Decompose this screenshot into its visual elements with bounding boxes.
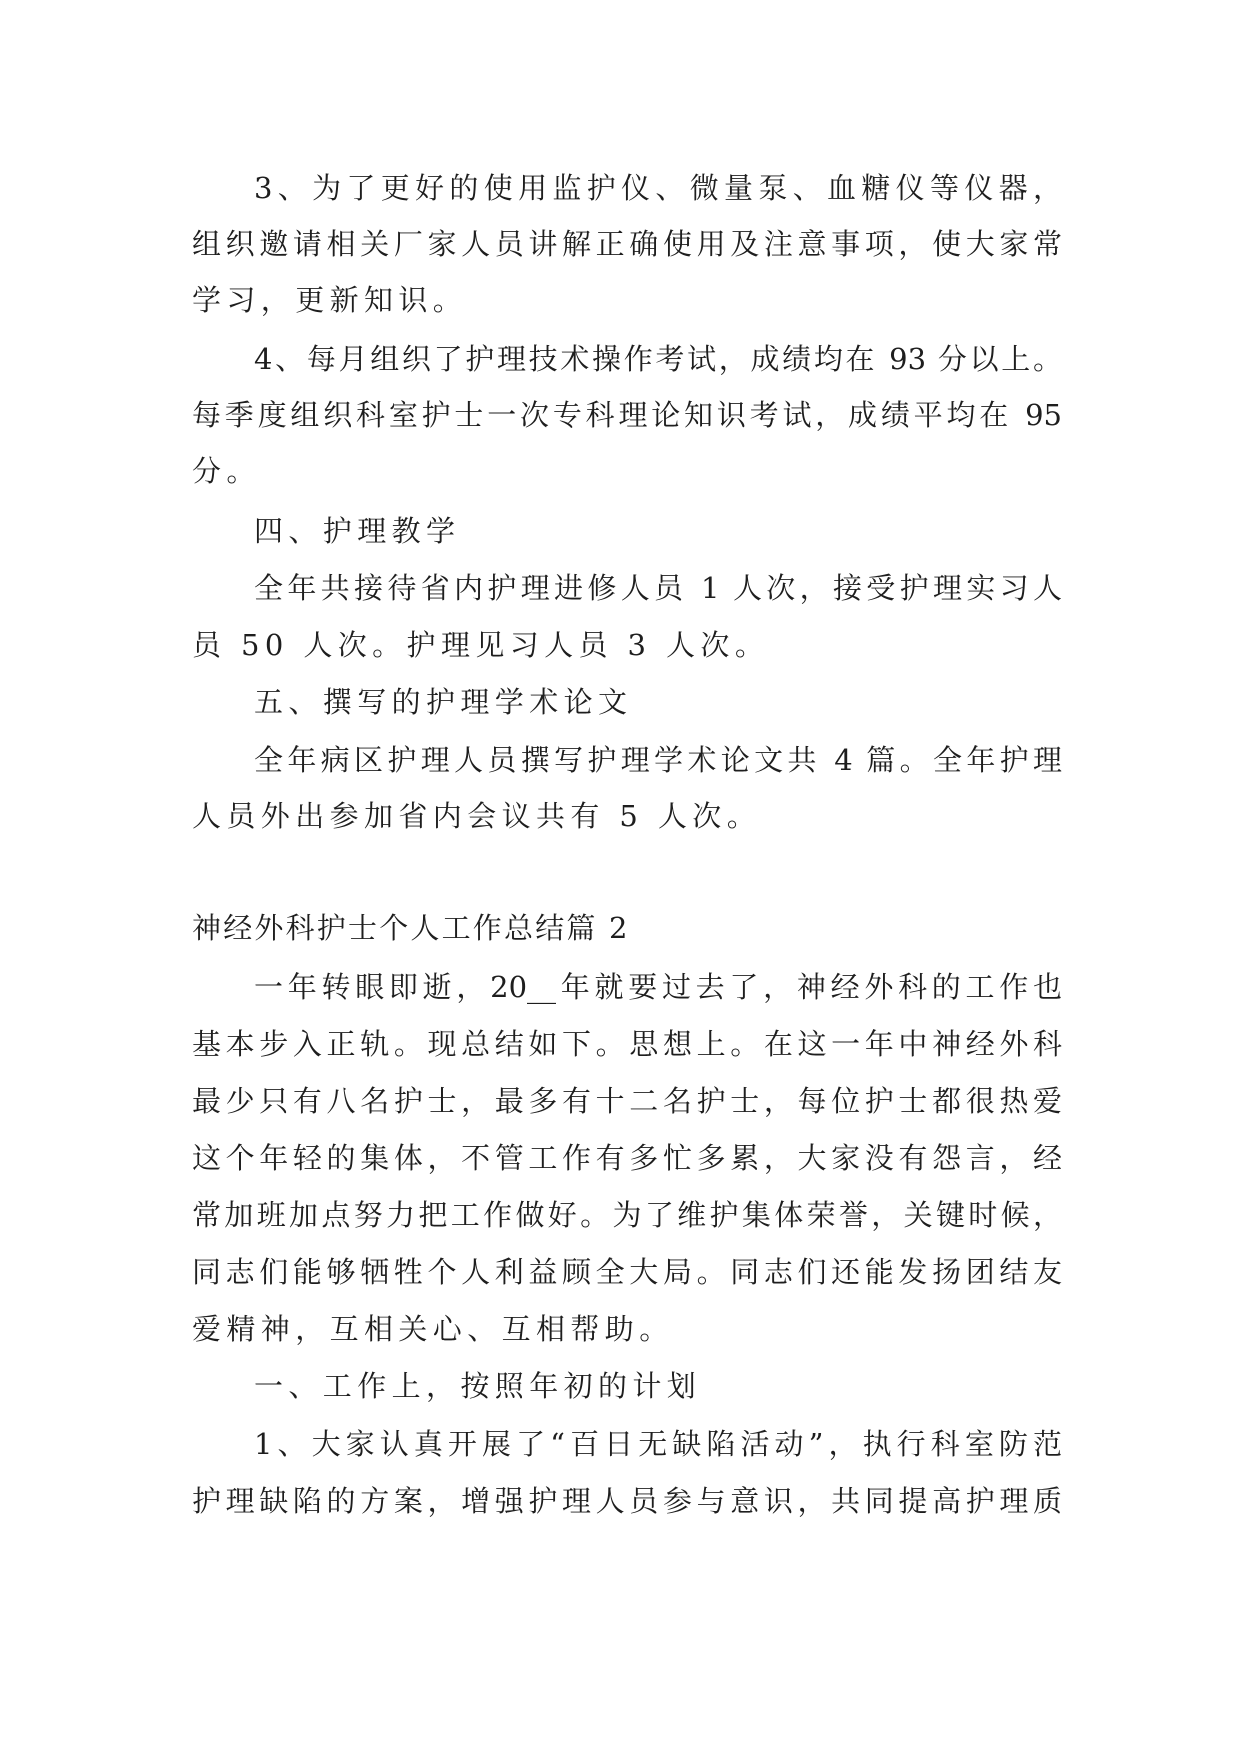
paragraph-line: 一年转眼即逝，20__年就要过去了，神经外科的工作也 bbox=[254, 970, 1062, 1004]
paragraph-line: 组织邀请相关厂家人员讲解正确使用及注意事项，使大家常 bbox=[192, 227, 1062, 261]
paragraph-line: 3、为了更好的使用监护仪、微量泵、血糖仪等仪器， bbox=[254, 171, 1062, 205]
paragraph-line: 同志们能够牺牲个人利益顾全大局。同志们还能发扬团结友 bbox=[192, 1255, 1062, 1289]
paragraph-line: 基本步入正轨。现总结如下。思想上。在这一年中神经外科 bbox=[192, 1027, 1062, 1061]
paragraph-line: 员 50 人次。护理见习人员 3 人次。 bbox=[192, 628, 770, 662]
paragraph-line: 最少只有八名护士，最多有十二名护士，每位护士都很热爱 bbox=[192, 1084, 1062, 1118]
paragraph-line: 常加班加点努力把工作做好。为了维护集体荣誉，关键时候， bbox=[192, 1198, 1062, 1232]
paragraph-line: 这个年轻的集体，不管工作有多忙多累，大家没有怨言，经 bbox=[192, 1141, 1062, 1175]
section-heading: 五、撰写的护理学术论文 bbox=[254, 685, 633, 719]
paragraph-line: 分。 bbox=[192, 454, 261, 488]
paragraph-line: 爱精神，互相关心、互相帮助。 bbox=[192, 1312, 674, 1346]
paragraph-line: 全年病区护理人员撰写护理学术论文共 4 篇。全年护理 bbox=[254, 743, 1062, 777]
paragraph-line: 每季度组织科室护士一次专科理论知识考试，成绩平均在 95 bbox=[192, 398, 1062, 432]
paragraph-line: 4、每月组织了护理技术操作考试，成绩均在 93 分以上。 bbox=[254, 342, 1062, 376]
paragraph-line: 人员外出参加省内会议共有 5 人次。 bbox=[192, 799, 762, 833]
paragraph-line: 全年共接待省内护理进修人员 1 人次，接受护理实习人 bbox=[254, 571, 1062, 605]
paragraph-line: 1、大家认真开展了“百日无缺陷活动”，执行科室防范 bbox=[254, 1427, 1062, 1461]
paragraph-line: 护理缺陷的方案，增强护理人员参与意识，共同提高护理质 bbox=[192, 1484, 1062, 1518]
section-heading: 一、工作上，按照年初的计划 bbox=[254, 1369, 702, 1403]
section-heading: 四、护理教学 bbox=[254, 514, 461, 548]
paragraph-line: 学习，更新知识。 bbox=[192, 283, 468, 317]
article-title: 神经外科护士个人工作总结篇 2 bbox=[192, 911, 630, 945]
